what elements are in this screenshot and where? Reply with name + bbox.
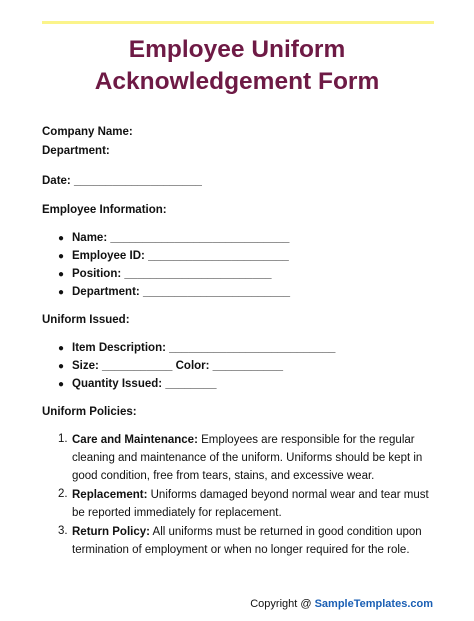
policy-title: Care and Maintenance: [72,434,198,446]
field-label: Item Description: [72,342,166,354]
field-blank: __________________________ [169,342,336,354]
copyright-footer [250,598,433,610]
field-blank: _______________________ [142,286,291,298]
employee-name-field[interactable] [72,232,289,244]
field-blank: ________ [165,378,217,390]
uniform-policies-heading: Uniform Policies: [42,406,137,418]
employee-id-field[interactable] [72,250,289,262]
uniform-issued-heading: Uniform Issued: [42,314,130,326]
bullet-icon: ● [58,287,65,298]
field-blank: _______________________ [124,268,272,280]
bullet-icon: ● [58,269,65,280]
policy-title: Replacement: [72,489,148,501]
page-title [0,34,474,98]
color-blank: ___________ [212,360,284,372]
employee-info-heading: Employee Information: [42,204,167,216]
policy-text: Employees are responsible for the regular cleaning and maintenance of the uniform. Uniforms should be kept in good condition, free from tears, stains, and excessive wear. [72,434,423,482]
field-label: Position: [72,268,122,280]
title-line-1: Employee Uniform [128,36,346,63]
policy-number: 2. [58,488,68,500]
site-link[interactable]: SampleTemplates.com [314,598,433,610]
bullet-icon: ● [58,251,65,262]
position-field[interactable] [72,268,272,280]
color-label: Color: [175,360,210,372]
department-label: Department: [42,145,110,157]
employee-department-field[interactable] [72,286,290,298]
quantity-issued-field[interactable] [72,378,216,390]
policy-number: 1. [58,433,68,445]
field-blank: ______________________ [148,250,289,262]
copyright-text: Copyright @ [250,598,315,610]
policy-text: Uniforms damaged beyond normal wear and tear must be reported immediately for replacement. [72,489,429,519]
bullet-icon: ● [58,361,65,372]
policy-replacement [72,486,442,522]
field-label: Department: [72,286,140,298]
size-blank: ___________ [102,360,173,372]
field-label: Quantity Issued: [72,378,163,390]
field-label: Employee ID: [72,250,145,262]
item-description-field[interactable] [72,342,335,354]
size-label: Size: [72,360,99,372]
policy-number: 3. [58,525,68,537]
policy-care-maintenance [72,431,442,485]
size-color-field[interactable] [72,360,283,372]
field-label: Name: [72,232,108,244]
title-line-2: Acknowledgement Form [94,68,380,95]
field-blank: ____________________________ [110,232,290,244]
policy-return [72,523,442,559]
policy-title: Return Policy: [72,526,150,538]
policy-text: All uniforms must be returned in good condition upon termination of employment or when no longer required for the role. [72,526,422,556]
bullet-icon: ● [58,379,65,390]
bullet-icon: ● [58,233,65,244]
bullet-icon: ● [58,343,65,354]
date-field[interactable]: Date: ____________________ [42,175,202,187]
company-name-label: Company Name: [42,126,133,138]
top-accent-bar [42,21,434,24]
